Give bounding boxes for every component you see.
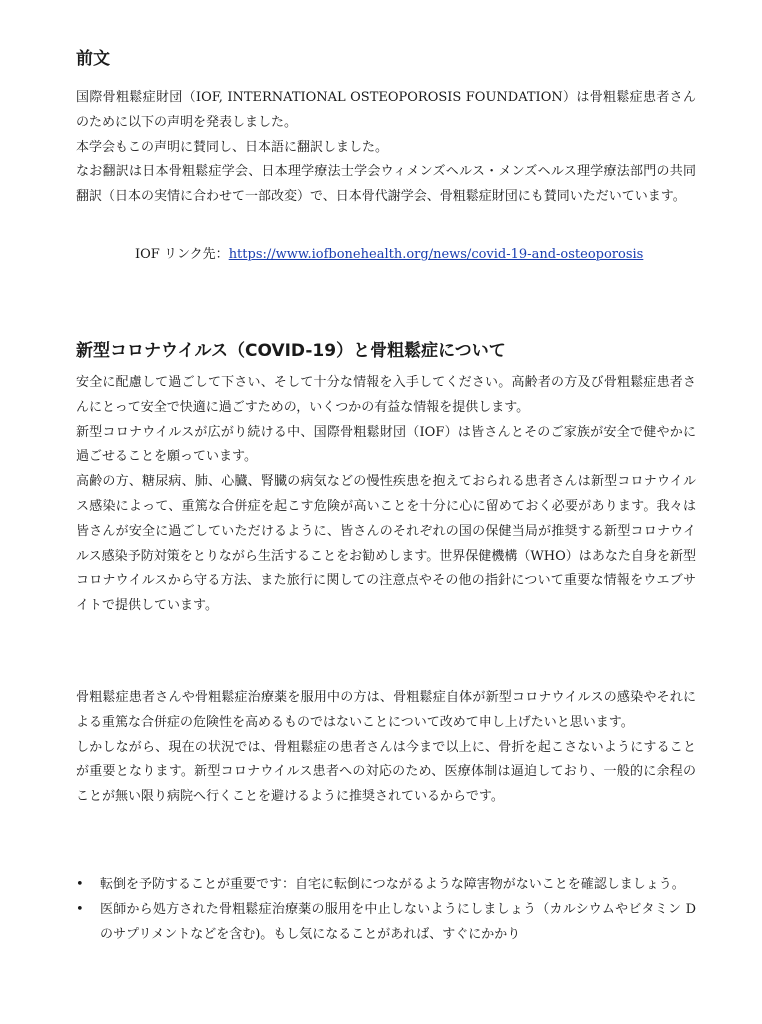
advice-list-item xyxy=(76,898,696,948)
iof-link-line xyxy=(135,243,643,267)
body-paragraph: 新型コロナウイルスが広がり続ける中、国際骨粗鬆財団（IOF）は皆さんとそのご家族が安全で健やかに過ごせることを願っています。 xyxy=(76,424,696,465)
advice-list xyxy=(76,873,696,948)
body-paragraph: 高齢の方、糖尿病、肺、心臓、腎臓の病気などの慢性疾患を抱えておられる患者さんは新型コロナウイルス感染によって、重篤な合併症を起こす危険が高いことを十分に心に留めておく必要があります。我々は皆さんが安全に過ごしていただけるように、皆さんのそれぞれの国の保健当局が推奨する新型コロナウイルス感染予防対策をとりながら生活することをお勧めします。世界保健機構（WHO）はあなた自身を新型コロナウイルスから守る方法、また旅行に関しての注意点やその他の指針について重要な情報をウエブサイトで提供しています。 xyxy=(76,474,696,614)
covid-section-body-1 xyxy=(76,371,696,619)
advice-list-item xyxy=(76,873,696,898)
link-prefix: IOF リンク先： xyxy=(135,247,229,262)
body-paragraph: 骨粗鬆症患者さんや骨粗鬆症治療薬を服用中の方は、骨粗鬆症自体が新型コロナウイルスの感染やそれによる重篤な合併症の危険性を高めるものではないことについて改めて申し上げたいと思います。 xyxy=(76,690,696,730)
bullet-icon: • xyxy=(76,902,84,918)
bullet-icon: • xyxy=(76,877,84,892)
advice-text: 医師から処方された骨粗鬆症治療薬の服用を中止しないようにしましょう（カルシウムやビタミン D のサプリメントなどを含む)。もし気になることがあれば、すぐにかかり xyxy=(100,902,696,943)
covid-section-heading: 新型コロナウイルス（COVID-19）と骨粗鬆症について xyxy=(76,341,506,361)
advice-text: 転倒を予防することが重要です：自宅に転倒につながるような障害物がないことを確認しましょう。 xyxy=(100,877,685,892)
preface-paragraph: 国際骨粗鬆症財団（IOF, INTERNATIONAL OSTEOPOROSIS FOUNDATION）は骨粗鬆症患者さんのために以下の声明を発表しました。 xyxy=(76,90,696,130)
preface-heading: 前文 xyxy=(76,49,110,69)
preface-paragraph: 本学会もこの声明に賛同し、日本語に翻訳しました。 xyxy=(76,139,389,155)
covid-section-body-2 xyxy=(76,686,696,810)
body-paragraph: 安全に配慮して過ごして下さい、そして十分な情報を入手してください。高齢者の方及び骨粗鬆症患者さんにとって安全で快適に過ごすための，いくつかの有益な情報を提供します。 xyxy=(76,375,696,415)
preface-paragraph: なお翻訳は日本骨粗鬆症学会、日本理学療法士学会ウィメンズヘルス・メンズヘルス理学療法部門の共同翻訳（日本の実情に合わせて一部改変）で、日本骨代謝学会、骨粗鬆症財団にも賛同いただいています。 xyxy=(76,164,696,205)
preface-body xyxy=(76,86,696,210)
body-paragraph: しかしながら、現在の状況では、骨粗鬆症の患者さんは今まで以上に、骨折を起こさないようにすることが重要となります。新型コロナウイルス患者への対応のため、医療体制は逼迫しており、一般的に余程のことが無い限り病院へ行くことを避けるように推奨されているからです。 xyxy=(76,739,696,805)
iof-link[interactable]: https://www.iofbonehealth.org/news/covid-19-and-osteoporosis xyxy=(228,247,644,262)
